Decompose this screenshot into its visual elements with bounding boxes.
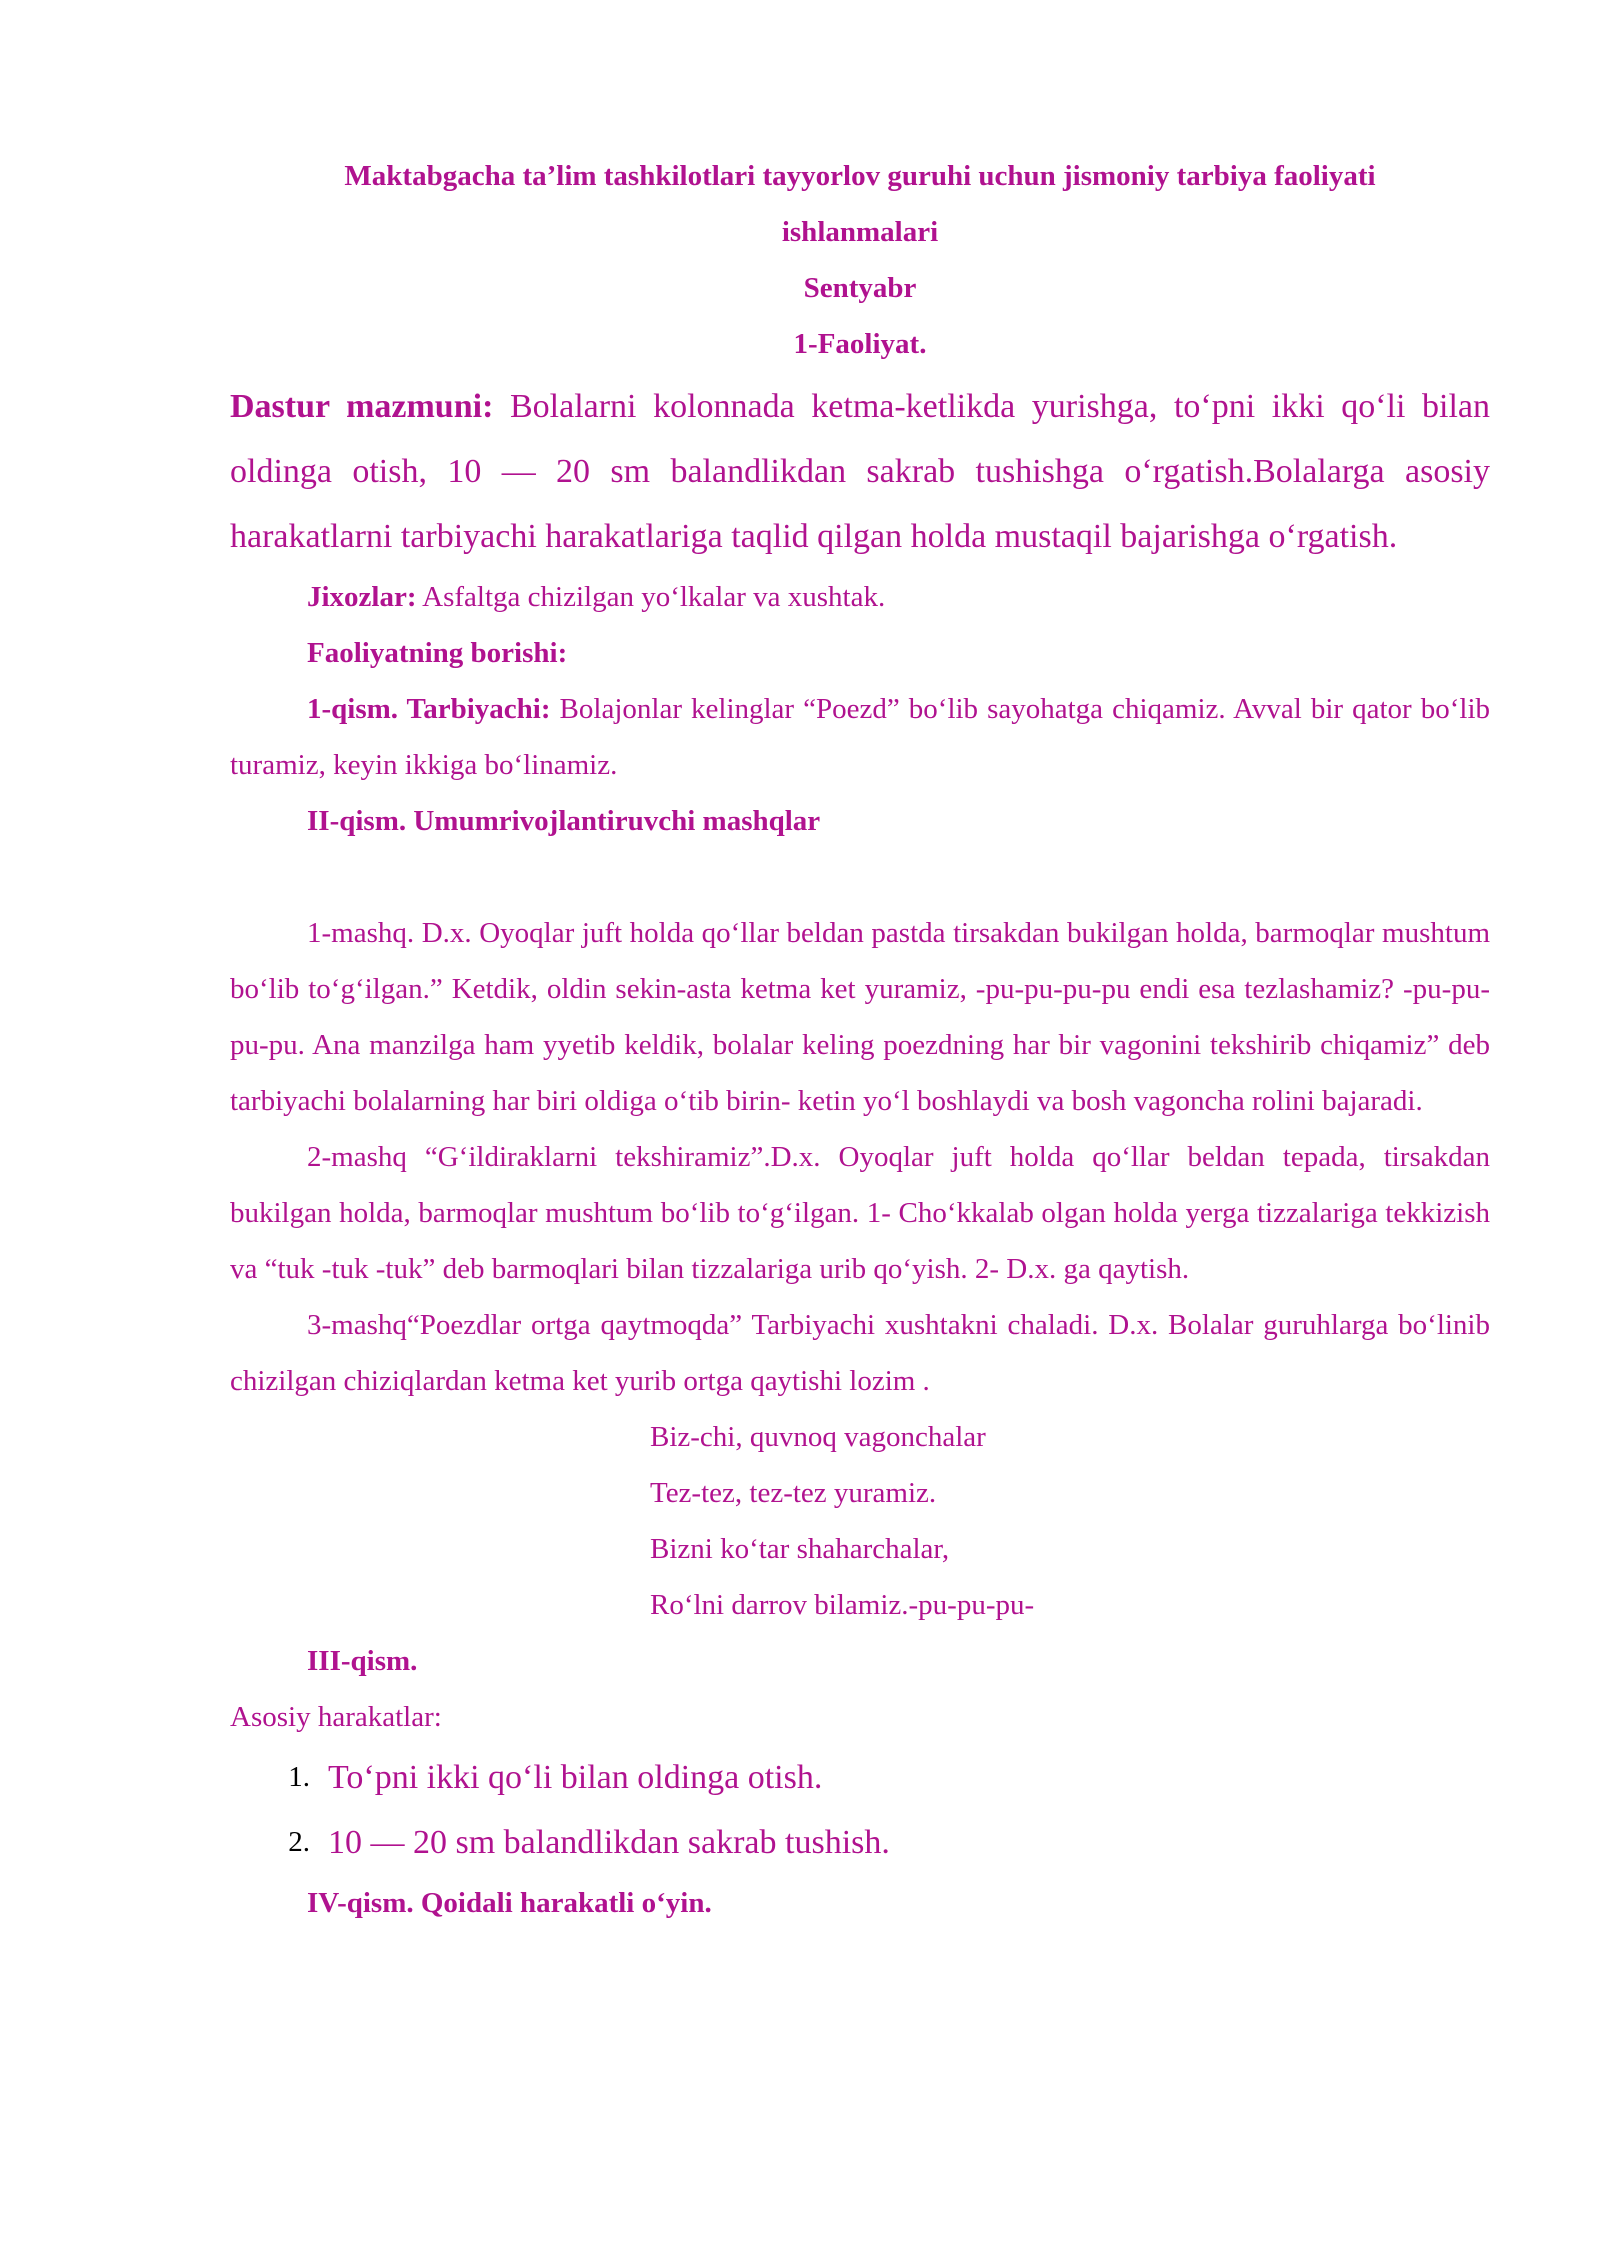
list-item bbox=[230, 1745, 1490, 1810]
list-item-text: 10 — 20 sm balandlikdan sakrab tushish. bbox=[328, 1824, 890, 1861]
document-title-line-1: Maktabgacha ta’lim tashkilotlari tayyorlov guruhi uchun jismoniy tarbiya faoliyati bbox=[344, 160, 1376, 192]
poem-stanza bbox=[230, 1409, 1490, 1633]
main-movements-label: Asosiy harakatlar: bbox=[230, 1701, 442, 1733]
part3-heading: III-qism. bbox=[307, 1645, 418, 1677]
list-item-number: 1. bbox=[288, 1761, 310, 1793]
equipment-text: Asfaltga chizilgan yoʻlkalar va xushtak. bbox=[416, 581, 886, 613]
part2-heading: II-qism. Umumrivojlantiruvchi mashqlar bbox=[307, 805, 821, 837]
program-content-label: Dastur mazmuni: bbox=[230, 388, 494, 425]
exercise-paragraph: 1-mashq. D.x. Oyoqlar juft holda qoʻllar beldan pastda tirsakdan bukilgan holda, barmoqlar mushtum boʻlib toʻgʻilgan.” Ketdik, oldin sekin-asta ketma ket yuramiz, -pu-pu-pu-pu endi esa tezlashamiz? -pu-pu-pu-pu. Ana manzilga ham yyetib keldik, bolalar keling poezdning har bir vagonini tekshirib chiqamiz” deb tarbiyachi bolalarning har biri oldiga oʻtib birin- ketin yoʻl boshlaydi va bosh vagoncha rolini bajaradi. bbox=[230, 917, 1490, 1117]
exercise-paragraph: 3-mashq“Poezdlar ortga qaytmoqda” Tarbiyachi xushtakni chaladi. D.x. Bolalar guruhlarga boʻlinib chizilgan chiziqlardan ketma ket yurib ortga qaytishi lozim . bbox=[230, 1309, 1490, 1397]
list-item-text: Toʻpni ikki qoʻli bilan oldinga otish. bbox=[328, 1759, 823, 1796]
program-content-paragraph bbox=[230, 374, 1490, 569]
part1-label: 1-qism. Tarbiyachi: bbox=[307, 693, 551, 725]
month-heading: Sentyabr bbox=[803, 272, 917, 304]
document-body bbox=[230, 148, 1490, 1931]
poem-line: Bizni koʻtar shaharchalar, bbox=[650, 1533, 950, 1565]
poem-line: Biz-chi, quvnoq vagonchalar bbox=[650, 1421, 986, 1453]
exercise-paragraph: 2-mashq “Gʻildiraklarni tekshiramiz”.D.x. Oyoqlar juft holda qoʻllar beldan tepada, tirsakdan bukilgan holda, barmoqlar mushtum boʻlib toʻgʻilgan. 1- Choʻkkalab olgan holda yerga tizzalariga tekkizish va “tuk -tuk -tuk” deb barmoqlari bilan tizzalariga urib qoʻyish. 2- D.x. ga qaytish. bbox=[230, 1141, 1490, 1285]
activity-heading: 1-Faoliyat. bbox=[793, 328, 927, 360]
part4-heading: IV-qism. Qoidali harakatli oʻyin. bbox=[307, 1887, 712, 1919]
equipment-paragraph bbox=[230, 569, 1490, 625]
poem-line: Tez-tez, tez-tez yuramiz. bbox=[650, 1477, 937, 1509]
equipment-label: Jixozlar: bbox=[307, 581, 417, 613]
program-content-text: Bolalarni kolonnada ketma-ketlikda yurishga, toʻpni ikki qoʻli bilan oldinga otish, 10 — 20 sm balandlikdan sakrab tushishga oʻrgatish.Bolalarga asosiy harakatlarni tarbiyachi harakatlariga taqlid qilgan holda mustaqil bajarishga oʻrgatish. bbox=[230, 388, 1490, 555]
list-item bbox=[230, 1810, 1490, 1875]
list-item-number: 2. bbox=[288, 1826, 310, 1858]
poem-line: Roʻlni darrov bilamiz.-pu-pu-pu- bbox=[650, 1589, 1035, 1621]
part1-paragraph bbox=[230, 681, 1490, 793]
spacer bbox=[230, 849, 1490, 905]
document-title-line-2: ishlanmalari bbox=[781, 216, 939, 248]
part1-text: Bolajonlar kelinglar “Poezd” boʻlib sayohatga chiqamiz. Avval bir qator boʻlib turamiz, keyin ikkiga boʻlinamiz. bbox=[230, 693, 1490, 781]
process-heading: Faoliyatning borishi: bbox=[307, 637, 568, 669]
